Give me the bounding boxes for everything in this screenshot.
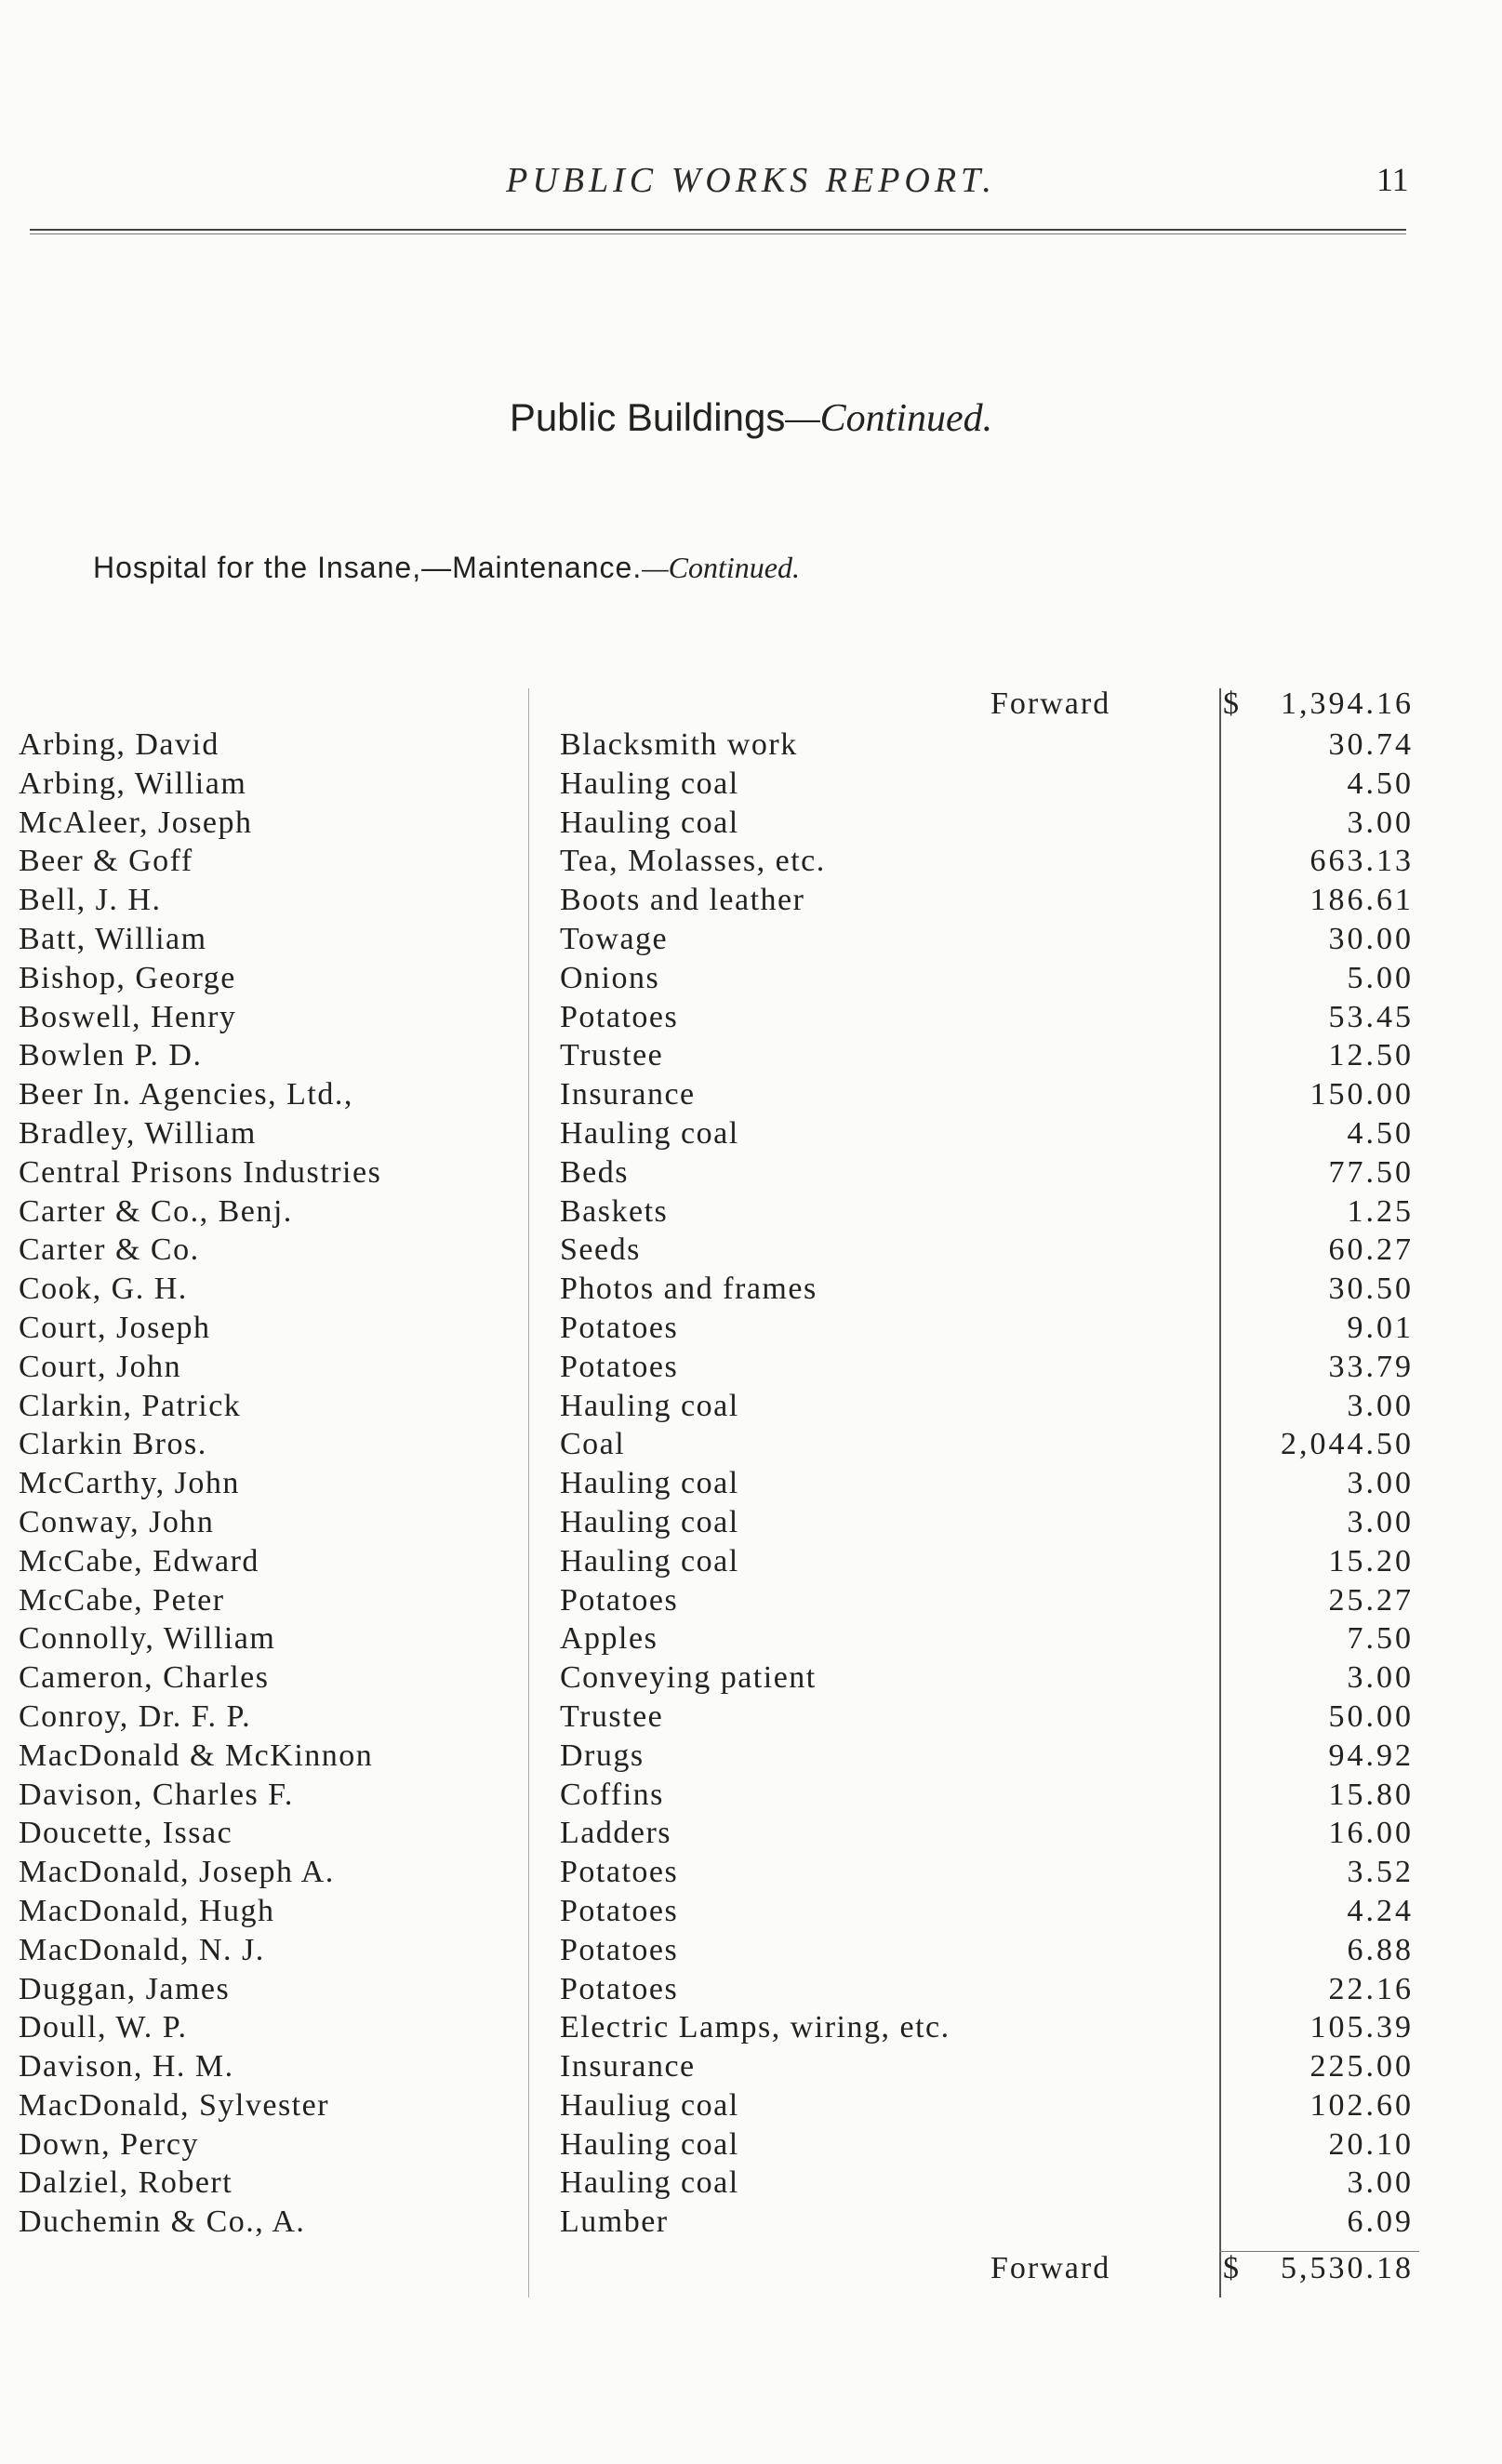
amount-value: 30.74 [1328,727,1414,762]
item-description: Hauling coal [560,1115,739,1151]
section-continued: —Continued. [785,397,993,440]
item-description: Beds [560,1154,629,1190]
payee-name: Arbing, David [19,727,219,762]
amount-value: 25.27 [1328,1582,1414,1618]
subsection-title [93,551,800,585]
payee-name: Court, John [19,1349,182,1384]
section-title-text: Public Buildings [509,395,786,439]
payee-name: Bowlen P. D. [19,1038,203,1073]
payee-name: Carter & Co. [19,1232,200,1268]
table-row [0,1348,1502,1387]
forward-amount: 5,530.18 [1281,2251,1414,2285]
table-row [0,1425,1502,1464]
table-row [0,1698,1502,1737]
table-row [0,1114,1502,1153]
table-row [0,842,1502,881]
payee-name: Clarkin Bros. [19,1427,207,1462]
item-description: Hauling coal [560,1388,739,1423]
currency-symbol: $ [1223,2251,1239,2285]
payee-name: Cameron, Charles [19,1660,270,1696]
payee-name: MacDonald & McKinnon [19,1738,374,1773]
table-row [0,2203,1502,2242]
item-description: Baskets [560,1193,669,1229]
amount-value: 20.10 [1328,2126,1414,2162]
payee-name: Carter & Co., Benj. [19,1193,293,1229]
amount-value: 102.60 [1309,2087,1414,2123]
table-row [0,1737,1502,1776]
item-description: Coffins [560,1777,664,1812]
payee-name: Beer & Goff [19,844,193,879]
amount-value: 225.00 [1309,2049,1414,2084]
item-description: Insurance [560,1077,696,1112]
payee-name: Bell, J. H. [19,883,162,918]
item-description: Photos and frames [560,1272,817,1307]
amount-value: 4.24 [1347,1893,1414,1928]
table-row [0,2047,1502,2086]
table-row [0,1192,1502,1232]
payee-name: Central Prisons Industries [19,1154,382,1190]
amount-value: 4.50 [1347,766,1414,801]
table-row [0,1970,1502,2009]
table-row [0,726,1502,765]
amount-value: 105.39 [1309,2010,1414,2045]
item-description: Boots and leather [560,883,805,918]
page-number: 11 [1376,161,1409,198]
table-row [0,2008,1502,2047]
item-description: Potatoes [560,1310,679,1345]
table-row [0,1814,1502,1853]
table-row [0,1581,1502,1620]
payee-name: Conway, John [19,1504,215,1539]
table-row [0,1542,1502,1581]
item-description: Hauling coal [560,1543,739,1578]
item-description: Trustee [560,1038,664,1073]
currency-symbol: $ [1223,686,1239,721]
amount-value: 12.50 [1328,1038,1414,1073]
forward-label: Forward [990,2251,1111,2285]
table-row [0,804,1502,843]
payee-name: Clarkin, Patrick [19,1388,242,1423]
item-description: Insurance [560,2049,696,2084]
table-row [0,1036,1502,1075]
item-description: Potatoes [560,1932,679,1967]
table-row [0,1619,1502,1658]
table-row [0,765,1502,804]
amount-value: 150.00 [1309,1077,1414,1112]
item-description: Coal [560,1427,626,1462]
table-row [0,1892,1502,1931]
payee-name: McCabe, Peter [19,1582,225,1618]
amount-value: 1.25 [1347,1193,1414,1229]
table-row [0,1153,1502,1192]
page-header-title: PUBLIC WORKS REPORT. [506,161,996,200]
payee-name: MacDonald, N. J. [19,1932,265,1967]
amount-value: 3.00 [1347,805,1414,840]
payee-name: MacDonald, Sylvester [19,2087,330,2123]
payee-name: Arbing, William [19,766,247,801]
amount-value: 5.00 [1347,960,1414,995]
table-row [0,1231,1502,1270]
item-description: Towage [560,921,669,956]
table-row [0,881,1502,920]
table-row [0,1658,1502,1698]
item-description: Lumber [560,2204,669,2240]
table-row [0,2164,1502,2203]
forward-amount: 1,394.16 [1281,686,1414,721]
amount-value: 6.09 [1347,2204,1414,2240]
amount-value: 4.50 [1347,1115,1414,1151]
item-description: Electric Lamps, wiring, etc. [560,2010,950,2045]
amount-value: 3.00 [1347,2165,1414,2201]
table-row [0,1309,1502,1348]
forward-label: Forward [990,686,1111,721]
amount-value: 7.50 [1347,1621,1414,1657]
item-description: Drugs [560,1738,645,1773]
table-row [0,1503,1502,1542]
amount-value: 50.00 [1328,1698,1414,1734]
table-row [0,1270,1502,1309]
table-row [0,1853,1502,1892]
item-description: Apples [560,1621,658,1657]
item-description: Hauling coal [560,2126,739,2162]
payee-name: Conroy, Dr. F. P. [19,1698,252,1734]
amount-value: 6.88 [1347,1932,1414,1967]
item-description: Onions [560,960,660,995]
amount-value: 15.20 [1328,1543,1414,1578]
amount-value: 2,044.50 [1281,1427,1414,1462]
amount-value: 3.00 [1347,1504,1414,1539]
payee-name: Dalziel, Robert [19,2165,233,2201]
amount-value: 30.00 [1328,921,1414,956]
item-description: Tea, Molasses, etc. [560,844,826,879]
payee-name: Boswell, Henry [19,999,237,1034]
payee-name: Court, Joseph [19,1310,211,1345]
table-row [0,1776,1502,1815]
item-description: Ladders [560,1816,672,1851]
payee-name: Doucette, Issac [19,1816,233,1851]
forward-row-close [0,2251,1502,2292]
item-description: Hauling coal [560,1504,739,1539]
amount-value: 77.50 [1328,1154,1414,1190]
item-description: Trustee [560,1698,664,1734]
amount-value: 3.00 [1347,1660,1414,1696]
subsection-title-text: Hospital for the Insane,—Maintenance. [93,551,643,584]
subsection-continued: —Continued. [642,551,800,584]
payee-name: MacDonald, Joseph A. [19,1855,335,1890]
payee-name: Cook, G. H. [19,1272,188,1307]
table-row [0,959,1502,998]
section-title [0,395,1502,441]
table-row [0,2086,1502,2125]
item-description: Seeds [560,1232,641,1268]
amount-value: 3.00 [1347,1466,1414,1501]
table-row [0,2125,1502,2164]
amount-value: 16.00 [1328,1816,1414,1851]
amount-value: 22.16 [1328,1971,1414,2006]
amount-value: 15.80 [1328,1777,1414,1812]
amount-value: 53.45 [1328,999,1414,1034]
payee-name: McAleer, Joseph [19,805,253,840]
table-row [0,1075,1502,1114]
table-row [0,1931,1502,1970]
payee-name: McCabe, Edward [19,1543,259,1578]
payee-name: Beer In. Agencies, Ltd., [19,1077,353,1112]
payee-name: Davison, H. M. [19,2049,234,2084]
item-description: Hauling coal [560,1466,739,1501]
amount-value: 33.79 [1328,1349,1414,1384]
table-row [0,998,1502,1037]
item-description: Potatoes [560,999,679,1034]
amount-value: 60.27 [1328,1232,1414,1268]
item-description: Conveying patient [560,1660,817,1696]
item-description: Hauling coal [560,766,739,801]
item-description: Hauling coal [560,2165,739,2201]
table-row [0,920,1502,959]
payee-name: MacDonald, Hugh [19,1893,275,1928]
amount-value: 94.92 [1328,1738,1414,1773]
payee-name: Duchemin & Co., A. [19,2204,306,2240]
payee-name: Down, Percy [19,2126,200,2162]
payee-name: Bradley, William [19,1115,257,1151]
payee-name: Batt, William [19,921,207,956]
table-row [0,1464,1502,1503]
item-description: Potatoes [560,1893,679,1928]
payee-name: Davison, Charles F. [19,1777,294,1812]
forward-row-open [0,686,1502,727]
amount-value: 186.61 [1309,883,1414,918]
amount-value: 3.52 [1347,1855,1414,1890]
payee-name: Duggan, James [19,1971,231,2006]
payee-name: Doull, W. P. [19,2010,188,2045]
item-description: Hauliug coal [560,2087,739,2123]
item-description: Blacksmith work [560,727,798,762]
payee-name: McCarthy, John [19,1466,240,1501]
item-description: Potatoes [560,1582,679,1618]
header-rule [30,229,1406,234]
amount-value: 663.13 [1309,844,1414,879]
amount-value: 30.50 [1328,1272,1414,1307]
item-description: Potatoes [560,1855,679,1890]
payee-name: Bishop, George [19,960,236,995]
amount-value: 9.01 [1347,1310,1414,1345]
item-description: Hauling coal [560,805,739,840]
amount-value: 3.00 [1347,1388,1414,1423]
item-description: Potatoes [560,1971,679,2006]
item-description: Potatoes [560,1349,679,1384]
payee-name: Connolly, William [19,1621,276,1657]
table-row [0,1387,1502,1426]
ledger-table [0,726,1502,2242]
